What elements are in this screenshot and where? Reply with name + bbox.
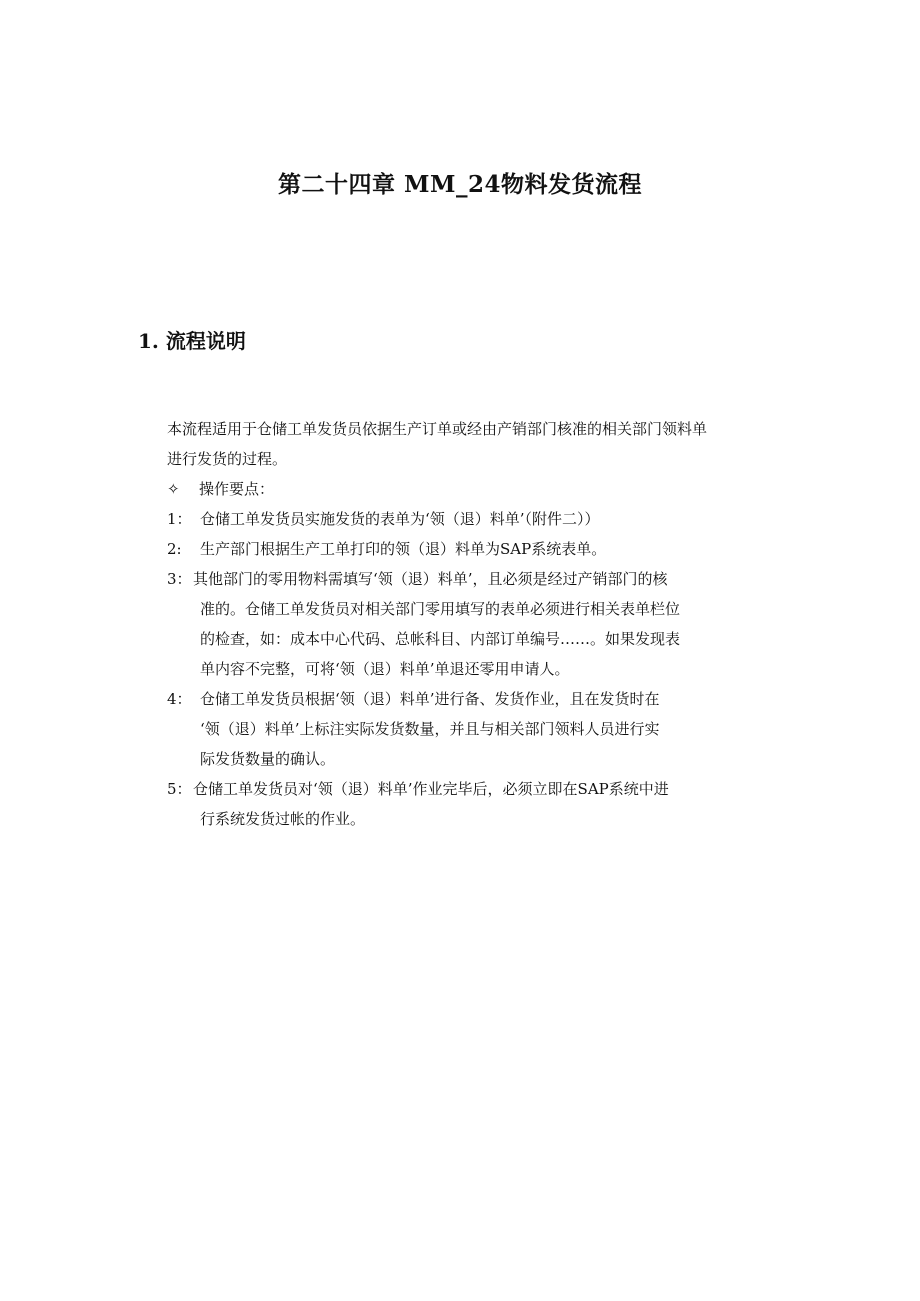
- item-text: 其他部门的零用物料需填写‘领（退）料单’，且必须是经过产销部门的核: [193, 570, 668, 588]
- item-text: 的检查，如：成本中心代码、总帐科目、内部订单编号……。如果发现表: [200, 630, 681, 648]
- item-text: 准的。仓储工单发货员对相关部门零用填写的表单必须进行相关表单栏位: [200, 600, 681, 618]
- list-item: [167, 564, 787, 684]
- key-points-label: 操作要点：: [199, 480, 275, 498]
- item-text: 单内容不完整，可将‘领（退）料单’单退还零用申请人。: [200, 660, 570, 678]
- chapter-title: 第二十四章 MM_24物料发货流程: [278, 171, 642, 198]
- list-item: [167, 504, 787, 534]
- list-item: [167, 684, 787, 774]
- item-text: 际发货数量的确认。: [200, 750, 336, 768]
- item-number: 3：: [167, 570, 192, 588]
- item-text: ‘领（退）料单’上标注实际发货数量，并且与相关部门领料人员进行实: [200, 720, 660, 738]
- list-item: [167, 774, 787, 834]
- item-text: 生产部门根据生产工单打印的领（退）料单为SAP系统表单。: [200, 540, 607, 558]
- intro-line: 本流程适用于仓储工单发货员依据生产订单或经由产销部门核准的相关部门领料单: [167, 420, 708, 438]
- item-text: 仓储工单发货员实施发货的表单为‘领（退）料单’（附件二））: [200, 510, 600, 528]
- item-text: 行系统发货过帐的作业。: [200, 810, 366, 828]
- item-text: 仓储工单发货员根据‘领（退）料单’进行备、发货作业，且在发货时在: [200, 690, 660, 708]
- item-number: 2:: [167, 540, 182, 558]
- intro-line: 进行发货的过程。: [167, 450, 288, 468]
- list-item: [167, 534, 787, 564]
- item-number: 4：: [167, 690, 192, 708]
- item-number: 5：: [167, 780, 192, 798]
- item-number: 1：: [167, 510, 192, 528]
- key-points-heading: [167, 474, 787, 504]
- section-body: [167, 414, 787, 834]
- section-heading: 1. 流程说明: [138, 329, 246, 353]
- item-text: 仓储工单发货员对‘领（退）料单’作业完毕后，必须立即在SAP系统中进: [193, 780, 669, 798]
- diamond-bullet-icon: ✧: [167, 480, 180, 498]
